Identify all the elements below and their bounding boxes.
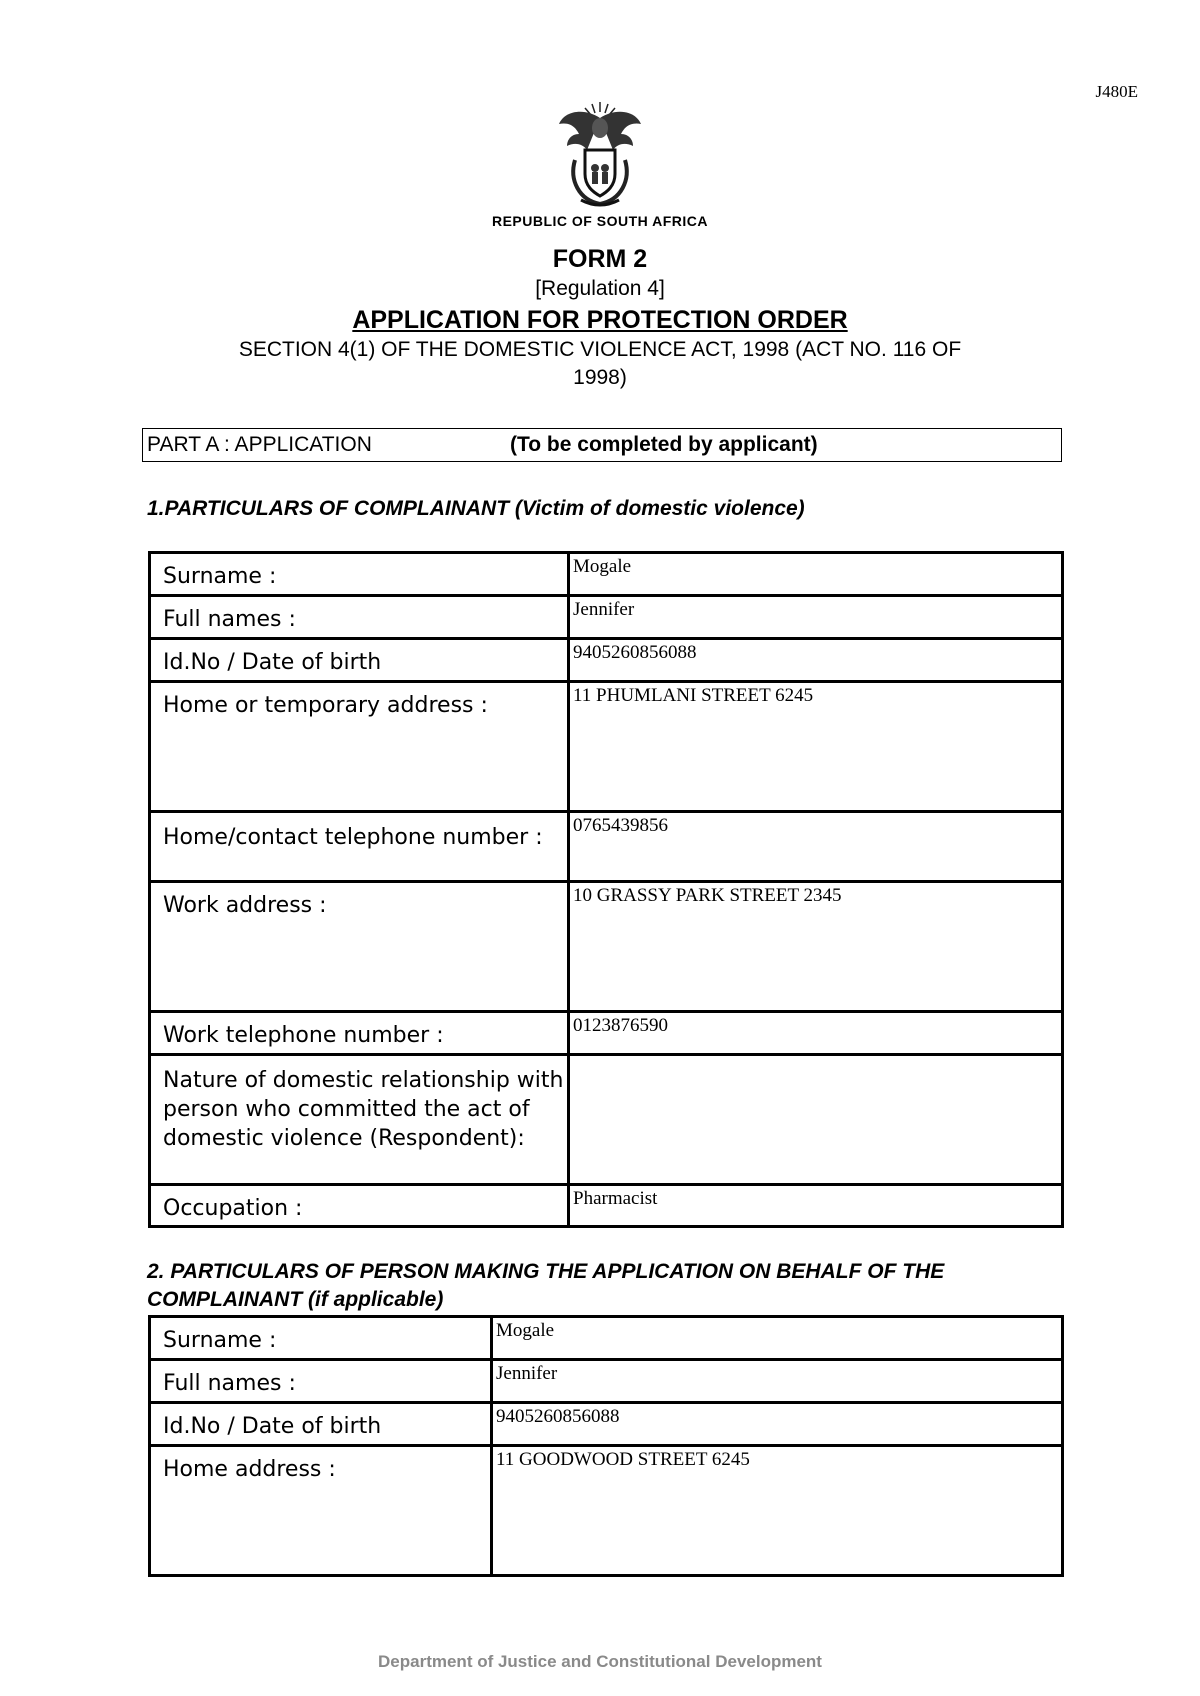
act-reference-line-1: SECTION 4(1) OF THE DOMESTIC VIOLENCE ACT, 1998 (ACT NO. 116 OF: [238, 338, 962, 361]
coat-of-arms-icon: [555, 100, 645, 210]
table-row: [150, 1055, 1063, 1185]
relationship-field[interactable]: [569, 1055, 1063, 1185]
field-label: Surname :: [150, 1317, 492, 1360]
section-2-heading: 2. PARTICULARS OF PERSON MAKING THE APPLICATION ON BEHALF OF THE COMPLAINANT (if applicable): [147, 1260, 945, 1311]
table-row: [150, 1012, 1063, 1055]
form-title: FORM 2: [552, 245, 648, 273]
field-label: Home or temporary address :: [150, 682, 569, 812]
home-telephone-field[interactable]: 0765439856: [569, 812, 1063, 882]
surname-field[interactable]: Mogale: [492, 1317, 1063, 1360]
form-code: J480E: [1095, 82, 1138, 101]
field-label: Id.No / Date of birth: [150, 1403, 492, 1446]
part-a-header: [142, 428, 1062, 462]
table-row: [150, 1360, 1063, 1403]
field-label: Id.No / Date of birth: [150, 639, 569, 682]
occupation-field[interactable]: Pharmacist: [569, 1185, 1063, 1227]
field-label: Work address :: [150, 882, 569, 1012]
table-row: [150, 639, 1063, 682]
table-row: [150, 553, 1063, 596]
home-address-field[interactable]: 11 GOODWOOD STREET 6245: [492, 1446, 1063, 1576]
act-reference-line-2: 1998): [573, 366, 627, 389]
country-name: REPUBLIC OF SOUTH AFRICA: [491, 213, 709, 229]
surname-field[interactable]: Mogale: [569, 553, 1063, 596]
field-label: Nature of domestic relationship with person who committed the act of domestic violence (Respondent):: [150, 1055, 569, 1185]
section-1-heading: 1.PARTICULARS OF COMPLAINANT (Victim of domestic violence): [147, 497, 805, 520]
home-address-field[interactable]: 11 PHUMLANI STREET 6245: [569, 682, 1063, 812]
table-row: [150, 1185, 1063, 1227]
applicant-particulars-table: [148, 1315, 1064, 1577]
id-number-field[interactable]: 9405260856088: [492, 1403, 1063, 1446]
full-names-field[interactable]: Jennifer: [492, 1360, 1063, 1403]
field-label: Work telephone number :: [150, 1012, 569, 1055]
field-label: Full names :: [150, 596, 569, 639]
table-row: [150, 682, 1063, 812]
work-address-field[interactable]: 10 GRASSY PARK STREET 2345: [569, 882, 1063, 1012]
part-a-label: PART A : APPLICATION: [147, 433, 372, 456]
complainant-particulars-table: [148, 551, 1064, 1228]
title-block: [150, 244, 1050, 392]
table-row: [150, 882, 1063, 1012]
part-a-instruction: (To be completed by applicant): [510, 433, 818, 456]
field-label: Surname :: [150, 553, 569, 596]
field-label: Home address :: [150, 1446, 492, 1576]
regulation-reference: [Regulation 4]: [535, 277, 665, 300]
table-row: [150, 1446, 1063, 1576]
table-row: [150, 812, 1063, 882]
table-row: [150, 1317, 1063, 1360]
full-names-field[interactable]: Jennifer: [569, 596, 1063, 639]
table-row: [150, 1403, 1063, 1446]
field-label: Occupation :: [150, 1185, 569, 1227]
field-label: Full names :: [150, 1360, 492, 1403]
field-label: Home/contact telephone number :: [150, 812, 569, 882]
work-telephone-field[interactable]: 0123876590: [569, 1012, 1063, 1055]
table-row: [150, 596, 1063, 639]
footer-department: Department of Justice and Constitutional Development: [378, 1652, 822, 1671]
application-title: APPLICATION FOR PROTECTION ORDER: [352, 306, 848, 334]
id-number-field[interactable]: 9405260856088: [569, 639, 1063, 682]
